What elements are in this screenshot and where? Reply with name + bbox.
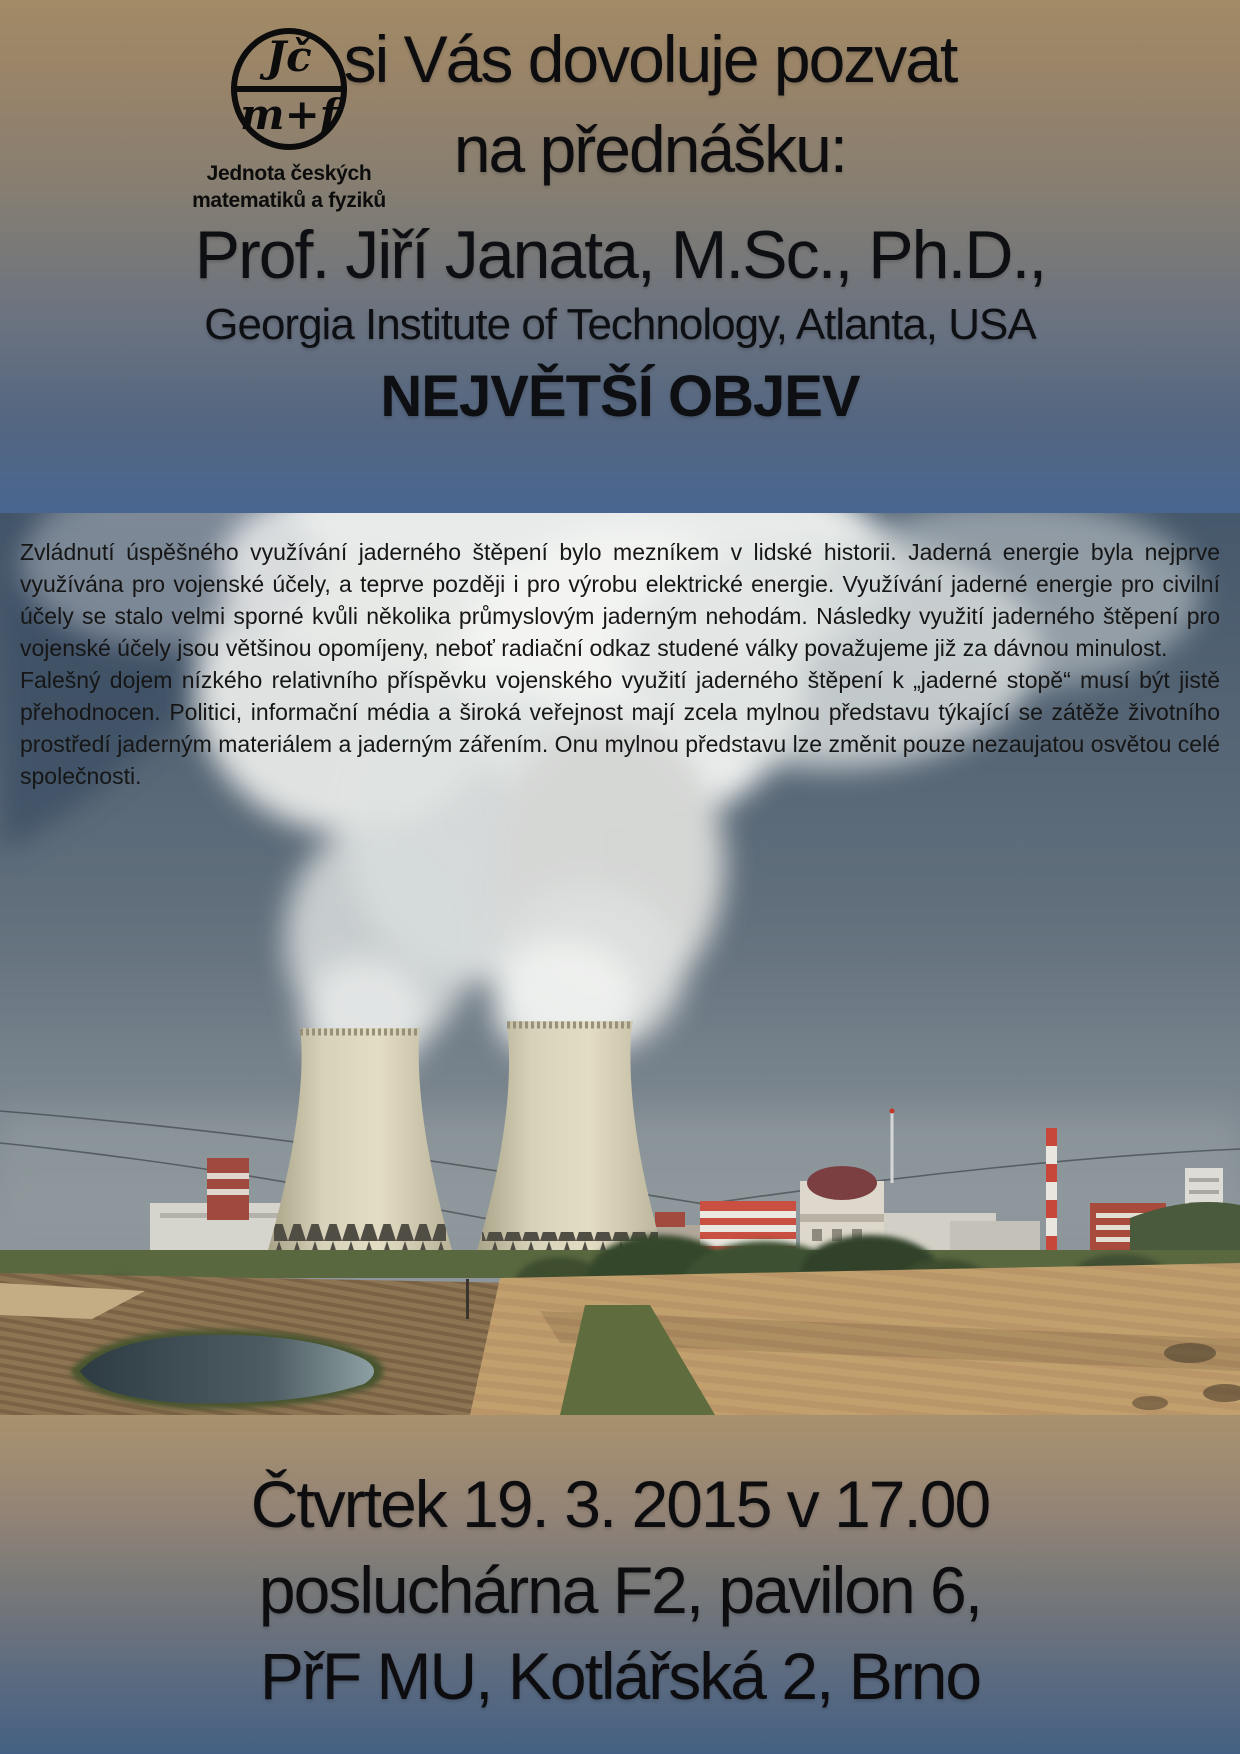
- footer-section: [0, 1415, 1240, 1754]
- abstract-paragraph-2: Falešný dojem nízkého relativního příspěvku vojenského využití jaderného štěpení k „jaderné stopě“ musí být jistě přehodnocen. Politici, informační média a široká veřejnost mají zcela mylnou představu týkající se zátěže životního prostředí jaderným materiálem a jaderným zářením. Onu mylnou představu lze změnit pouze nezaujatou osvětou celé společnosti.: [20, 667, 1220, 789]
- invitation-line1: si Vás dovoluje pozvat: [343, 22, 957, 96]
- abstract-text: [20, 536, 1220, 792]
- event-date: Čtvrtek 19. 3. 2015 v 17.00: [250, 1467, 990, 1541]
- speaker-affiliation: Georgia Institute of Technology, Atlanta, USA: [204, 300, 1036, 349]
- invitation-text: [330, 14, 970, 194]
- event-room: posluchárna F2, pavilon 6,: [258, 1553, 982, 1627]
- org-name-line1: Jednota českých: [206, 162, 372, 185]
- event-details: [0, 1461, 1240, 1719]
- lecture-title: NEJVĚTŠÍ OBJEV: [380, 364, 860, 429]
- utility-pole: [466, 1279, 469, 1319]
- jcmf-logo-bottom-text: m+f: [240, 90, 338, 139]
- event-address: PřF MU, Kotlářská 2, Brno: [259, 1639, 981, 1713]
- header-section: [0, 0, 1240, 513]
- speaker-name: Prof. Jiří Janata, M.Sc., Ph.D.,: [194, 217, 1046, 293]
- speaker-block: [0, 216, 1240, 432]
- jcmf-logo-top-text: Jč: [266, 32, 312, 81]
- org-name-line2: matematiků a fyziků: [192, 189, 386, 212]
- abstract-paragraph-1: Zvládnutí úspěšného využívání jaderného štěpení bylo mezníkem v lidské historii. Jaderná energie byla nejprve využívána pro vojenské účely, a teprve později i pro výrobu elektrické energie. Využívání jaderné energie pro civilní účely se stalo velmi sporné kvůli několika průmyslovým jaderným nehodám. Následky využití jaderného štěpení pro vojenské účely jsou většinou opomíjeny, neboť radiační odkaz studené války považujeme již za dávnou minulost.: [20, 539, 1220, 661]
- striped-chimney: [1046, 1128, 1057, 1258]
- invitation-line2: na přednášku:: [453, 112, 847, 186]
